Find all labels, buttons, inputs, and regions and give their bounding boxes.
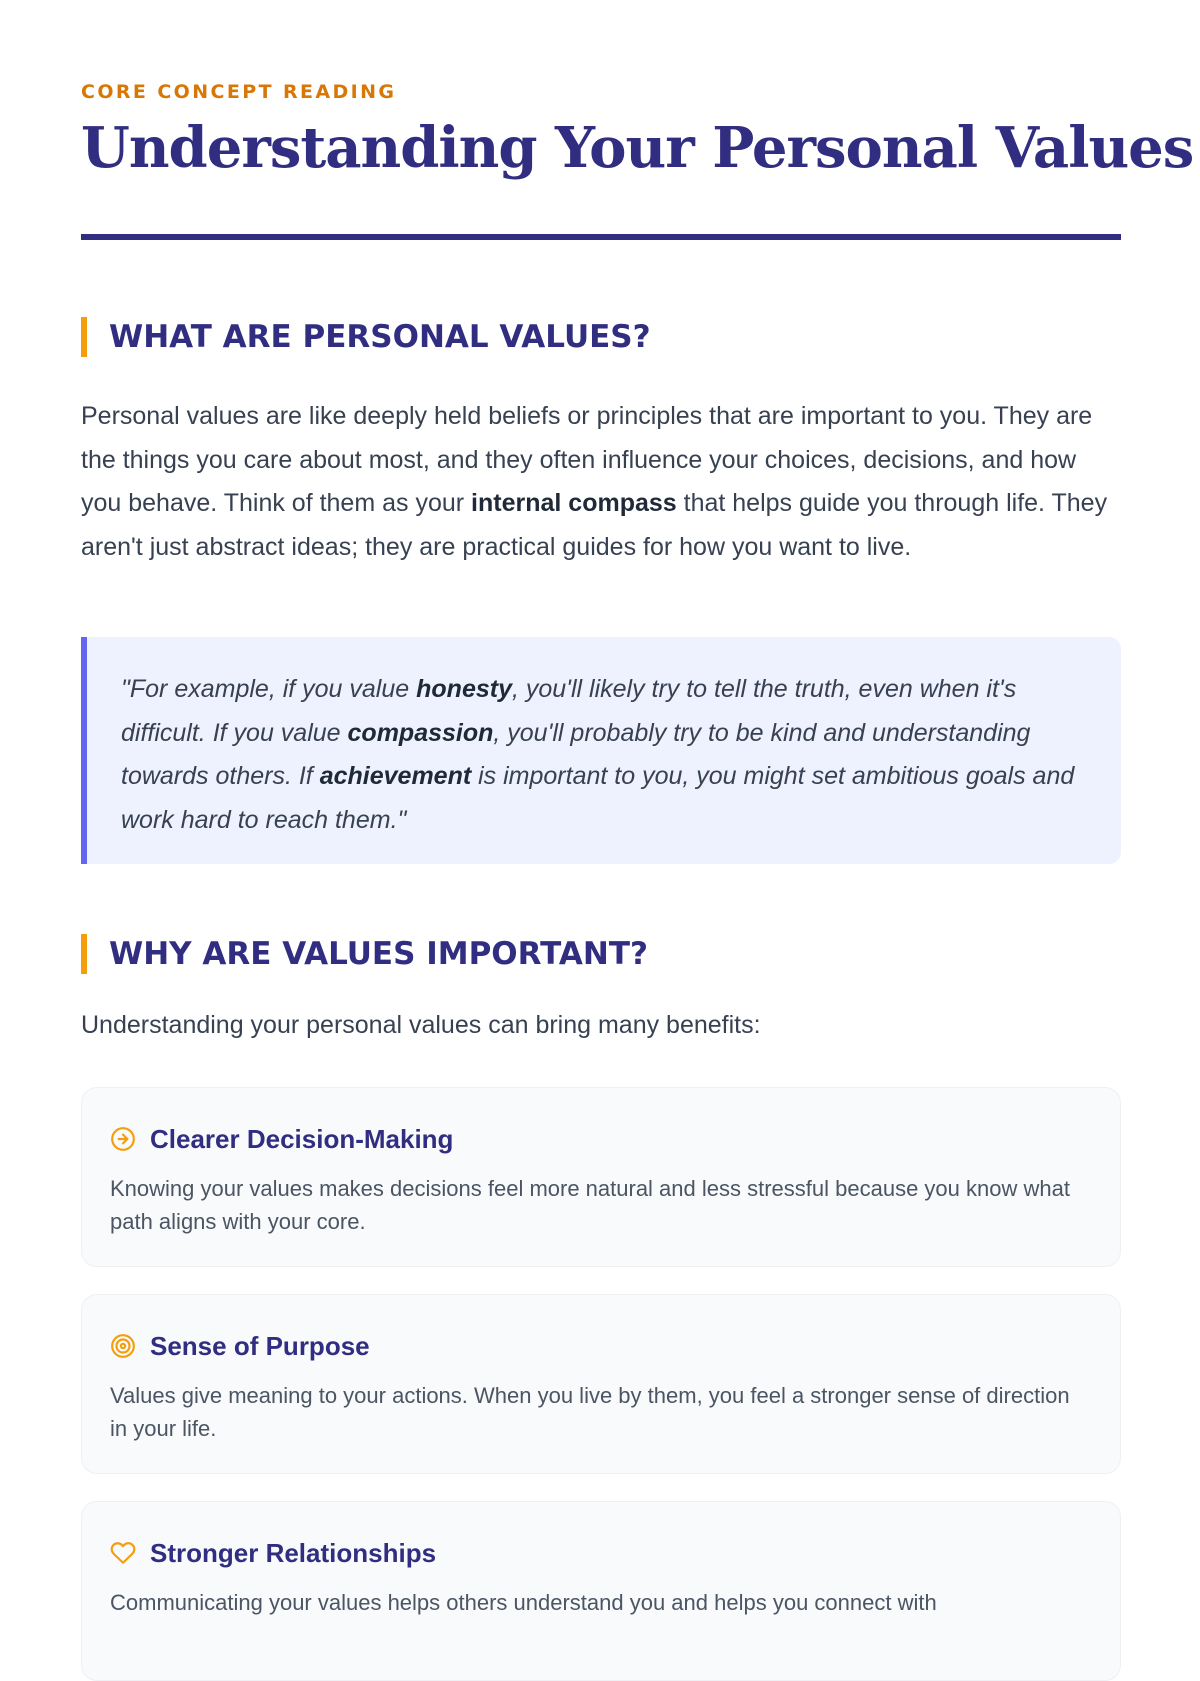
example-quote-text [121, 668, 1097, 842]
arrow-right-circle-icon [110, 1126, 136, 1152]
quote-emphasis-honesty: honesty [416, 675, 512, 703]
title-divider [81, 234, 1121, 240]
quote-emphasis-achievement: achievement [319, 762, 472, 790]
section-heading-why-important: WHY ARE VALUES IMPORTANT? [81, 934, 648, 974]
benefit-card-decision-making [81, 1087, 1121, 1267]
eyebrow-label: CORE CONCEPT READING [81, 81, 397, 103]
benefit-card-purpose [81, 1294, 1121, 1474]
benefits-intro: Understanding your personal values can bring many benefits: [81, 1011, 761, 1039]
quote-emphasis-compassion: compassion [347, 718, 494, 747]
definition-emphasis: internal compass [471, 489, 677, 517]
quote-part-4: is important to you, you might set ambitious goals and work hard to reach them." [121, 762, 1075, 834]
quote-part-2: , you'll likely try to tell the truth, even when it's difficult. If you value [121, 675, 1017, 747]
benefit-card-relationships [81, 1501, 1121, 1681]
benefit-description: Communicating your values helps others understand you and helps you connect with [110, 1590, 937, 1615]
benefit-header [110, 1120, 1092, 1158]
benefit-title: Sense of Purpose [150, 1330, 370, 1361]
benefit-description: Knowing your values makes decisions feel more natural and less stressful because you know what path aligns with your core. [110, 1176, 1070, 1234]
section-heading-what-are-values: WHAT ARE PERSONAL VALUES? [81, 317, 651, 357]
target-icon [110, 1333, 136, 1359]
benefit-description: Values give meaning to your actions. When you live by them, you feel a stronger sense of direction in your life. [110, 1383, 1070, 1441]
benefit-header [110, 1327, 1092, 1365]
example-quote-box [81, 637, 1121, 864]
benefit-title: Stronger Relationships [150, 1537, 437, 1568]
values-definition-paragraph [81, 395, 1121, 569]
quote-part-1: "For example, if you value [121, 675, 417, 703]
definition-text-start: Personal values are like deeply held beliefs or principles that are important to you. They are the things you care about most, and they often influence your choices, decisions, and how you behave. Think of them as your [81, 402, 1093, 517]
heart-icon [110, 1540, 136, 1566]
benefit-title: Clearer Decision-Making [150, 1123, 454, 1154]
quote-part-3: , you'll probably try to be kind and understanding towards others. If [121, 718, 1031, 790]
definition-text-end: that helps guide you through life. They aren't just abstract ideas; they are practical guides for how you want to live. [81, 489, 1108, 561]
benefit-header [110, 1534, 1092, 1572]
page-title: Understanding Your Personal Values [81, 115, 1194, 181]
